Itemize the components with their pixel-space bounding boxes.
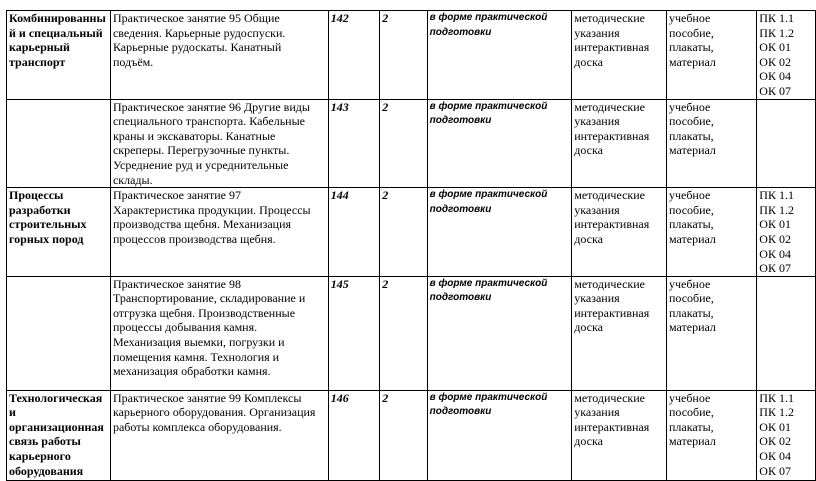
topic-text-line: Практическое занятие 97 — [112, 188, 241, 203]
materials-line: учебное — [668, 99, 711, 114]
topic-cell — [110, 11, 328, 100]
topic-text-line: подъём. — [112, 54, 154, 69]
section-cell — [7, 390, 111, 480]
materials-line: материал — [668, 143, 716, 158]
lesson-form-cell — [427, 99, 572, 188]
materials-line: пособие, — [668, 25, 714, 40]
section-text-line: оборудования — [9, 463, 84, 478]
competencies-cell — [757, 11, 816, 100]
topic-cell — [110, 188, 328, 277]
lesson-form-line: подготовки — [429, 203, 492, 215]
competency-code: ПК 1.1 — [759, 390, 794, 405]
topic-text-line: помещения камня. Технология и — [112, 349, 280, 364]
competency-code: ОК 02 — [759, 54, 791, 69]
topic-text-line: Механизация выемки, погрузки и — [112, 335, 285, 350]
lesson-form-line: в форме практической — [429, 277, 548, 289]
section-text-line: Процессы — [9, 188, 64, 203]
methods-cell — [572, 99, 667, 188]
section-cell — [7, 276, 111, 390]
topic-text-line: специального транспорта. Кабельные — [112, 114, 305, 129]
competency-code: ОК 07 — [759, 463, 791, 478]
section-text-line: разработки — [9, 202, 71, 217]
section-cell — [7, 99, 111, 188]
methods-line: методические — [574, 99, 645, 114]
section-text-line: транспорт — [9, 54, 66, 69]
table-row — [7, 99, 816, 188]
hours-cell: 2 — [380, 276, 427, 390]
lesson-form-cell — [427, 390, 572, 480]
methods-cell — [572, 11, 667, 100]
competencies-cell — [757, 390, 816, 480]
materials-line: пособие, — [668, 202, 714, 217]
competency-code: ПК 1.2 — [759, 25, 794, 40]
competencies-cell — [757, 276, 816, 390]
methods-line: методические — [574, 11, 645, 25]
methods-line: доска — [574, 231, 603, 246]
materials-cell — [666, 11, 756, 100]
topic-text-line: Практическое занятие 98 — [112, 276, 241, 291]
materials-line: учебное — [668, 11, 711, 25]
materials-line: плакаты, — [668, 217, 714, 232]
topic-text-line: сведения. Карьерные рудоспуски. — [112, 25, 286, 40]
competencies-cell — [757, 188, 816, 277]
methods-line: методические — [574, 188, 645, 203]
materials-cell — [666, 276, 756, 390]
materials-line: плакаты, — [668, 128, 714, 143]
methods-line: доска — [574, 434, 603, 449]
hours-cell: 2 — [380, 188, 427, 277]
competency-code: ОК 01 — [759, 419, 791, 434]
methods-line: методические — [574, 390, 645, 405]
methods-line: интерактивная — [574, 217, 650, 232]
hours-cell: 2 — [380, 390, 427, 480]
methods-line: указания — [574, 405, 620, 420]
topic-text-line: отгрузка щебня. Производственные — [112, 305, 296, 320]
competency-code: ОК 04 — [759, 246, 791, 261]
section-text-line: и — [9, 405, 16, 420]
lesson-form-line: в форме практической — [429, 391, 548, 403]
section-text-line: й и специальный — [9, 25, 103, 40]
lesson-form-line: подготовки — [429, 406, 492, 418]
lesson-form-line: в форме практической — [429, 12, 548, 23]
topic-text-line: Усреднение руд и усреднительные — [112, 157, 289, 172]
lesson-form-line: подготовки — [429, 26, 492, 38]
materials-line: материал — [668, 320, 716, 335]
lesson-form-line: в форме практической — [429, 100, 548, 112]
competency-code: ОК 07 — [759, 83, 791, 98]
lesson-form-line: подготовки — [429, 292, 492, 304]
topic-text-line: склады. — [112, 172, 153, 187]
competency-code: ПК 1.2 — [759, 202, 794, 217]
materials-cell — [666, 188, 756, 277]
table-row — [7, 188, 816, 277]
table-row — [7, 390, 816, 480]
methods-line: методические — [574, 276, 645, 291]
methods-line: указания — [574, 202, 620, 217]
materials-line: пособие, — [668, 114, 714, 129]
topic-text-line: карьерного оборудования. Организация — [112, 405, 316, 420]
materials-line: плакаты, — [668, 40, 714, 55]
section-text-line: карьерного — [9, 449, 71, 464]
materials-line: пособие, — [668, 405, 714, 420]
methods-line: доска — [574, 143, 603, 158]
competency-code: ОК 01 — [759, 217, 791, 232]
topic-text-line: краны и экскаваторы. Канатные — [112, 128, 276, 143]
section-text-line: связь работы — [9, 434, 81, 449]
topic-text-line: процессы добывания камня. — [112, 320, 258, 335]
hours-cell: 2 — [380, 99, 427, 188]
competency-code: ОК 07 — [759, 261, 791, 276]
document-page — [6, 10, 816, 481]
materials-line: пособие, — [668, 291, 714, 306]
materials-line: материал — [668, 54, 716, 69]
section-text-line: карьерный — [9, 40, 70, 55]
lesson-form-line: в форме практической — [429, 189, 548, 201]
methods-line: указания — [574, 114, 620, 129]
topic-text-line: процессов производства щебня. — [112, 231, 276, 246]
materials-line: учебное — [668, 188, 711, 203]
topic-text-line: работы комплекса оборудования. — [112, 419, 282, 434]
section-text-line: строительных — [9, 217, 87, 232]
curriculum-table — [6, 10, 816, 481]
lesson-form-cell — [427, 188, 572, 277]
section-cell — [7, 11, 111, 100]
lesson-form-cell — [427, 276, 572, 390]
materials-line: материал — [668, 231, 716, 246]
methods-line: интерактивная — [574, 419, 650, 434]
hours-cell: 2 — [380, 11, 427, 100]
methods-line: указания — [574, 291, 620, 306]
competency-code: ПК 1.1 — [759, 11, 794, 25]
competency-code: ОК 02 — [759, 434, 791, 449]
topic-cell — [110, 390, 328, 480]
materials-line: учебное — [668, 276, 711, 291]
lesson-form-cell — [427, 11, 572, 100]
topic-text-line: Практическое занятие 99 Комплексы — [112, 390, 302, 405]
methods-line: интерактивная — [574, 40, 650, 55]
competency-code: ОК 02 — [759, 231, 791, 246]
section-text-line: горных пород — [9, 231, 84, 246]
table-row — [7, 276, 816, 390]
topic-cell — [110, 276, 328, 390]
lesson-form-line: подготовки — [429, 115, 492, 127]
methods-cell — [572, 276, 667, 390]
lesson-number-cell: 146 — [328, 390, 380, 480]
topic-text-line: Транспортирование, складирование и — [112, 291, 306, 306]
methods-line: интерактивная — [574, 305, 650, 320]
topic-text-line: производства щебня. Механизация — [112, 217, 292, 232]
methods-line: доска — [574, 320, 603, 335]
topic-text-line: Практическое занятие 96 Другие виды — [112, 99, 310, 114]
materials-line: плакаты, — [668, 305, 714, 320]
materials-line: учебное — [668, 390, 711, 405]
table-row — [7, 11, 816, 100]
lesson-number-cell: 142 — [328, 11, 380, 100]
competency-code: ПК 1.1 — [759, 188, 794, 203]
materials-cell — [666, 99, 756, 188]
section-text-line: Комбинированны — [9, 11, 106, 25]
materials-line: материал — [668, 434, 716, 449]
topic-text-line: Карьерные рудоскаты. Канатный — [112, 40, 282, 55]
materials-cell — [666, 390, 756, 480]
methods-line: интерактивная — [574, 128, 650, 143]
lesson-number-cell: 144 — [328, 188, 380, 277]
table-body — [7, 11, 816, 481]
competencies-cell — [757, 99, 816, 188]
lesson-number-cell: 145 — [328, 276, 380, 390]
methods-line: доска — [574, 54, 603, 69]
competency-code: ОК 01 — [759, 40, 791, 55]
materials-line: плакаты, — [668, 419, 714, 434]
methods-cell — [572, 390, 667, 480]
topic-cell — [110, 99, 328, 188]
topic-text-line: механизация обработки камня. — [112, 364, 271, 379]
topic-text-line: Характеристика продукции. Процессы — [112, 202, 311, 217]
methods-cell — [572, 188, 667, 277]
methods-line: указания — [574, 25, 620, 40]
topic-text-line: Практическое занятие 95 Общие — [112, 11, 280, 25]
section-text-line: организационная — [9, 419, 104, 434]
lesson-number-cell: 143 — [328, 99, 380, 188]
competency-code: ПК 1.2 — [759, 405, 794, 420]
topic-text-line: скреперы. Перегрузочные пункты. — [112, 143, 290, 158]
section-text-line: Технологическая — [9, 390, 103, 405]
competency-code: ОК 04 — [759, 449, 791, 464]
section-cell — [7, 188, 111, 277]
competency-code: ОК 04 — [759, 69, 791, 84]
